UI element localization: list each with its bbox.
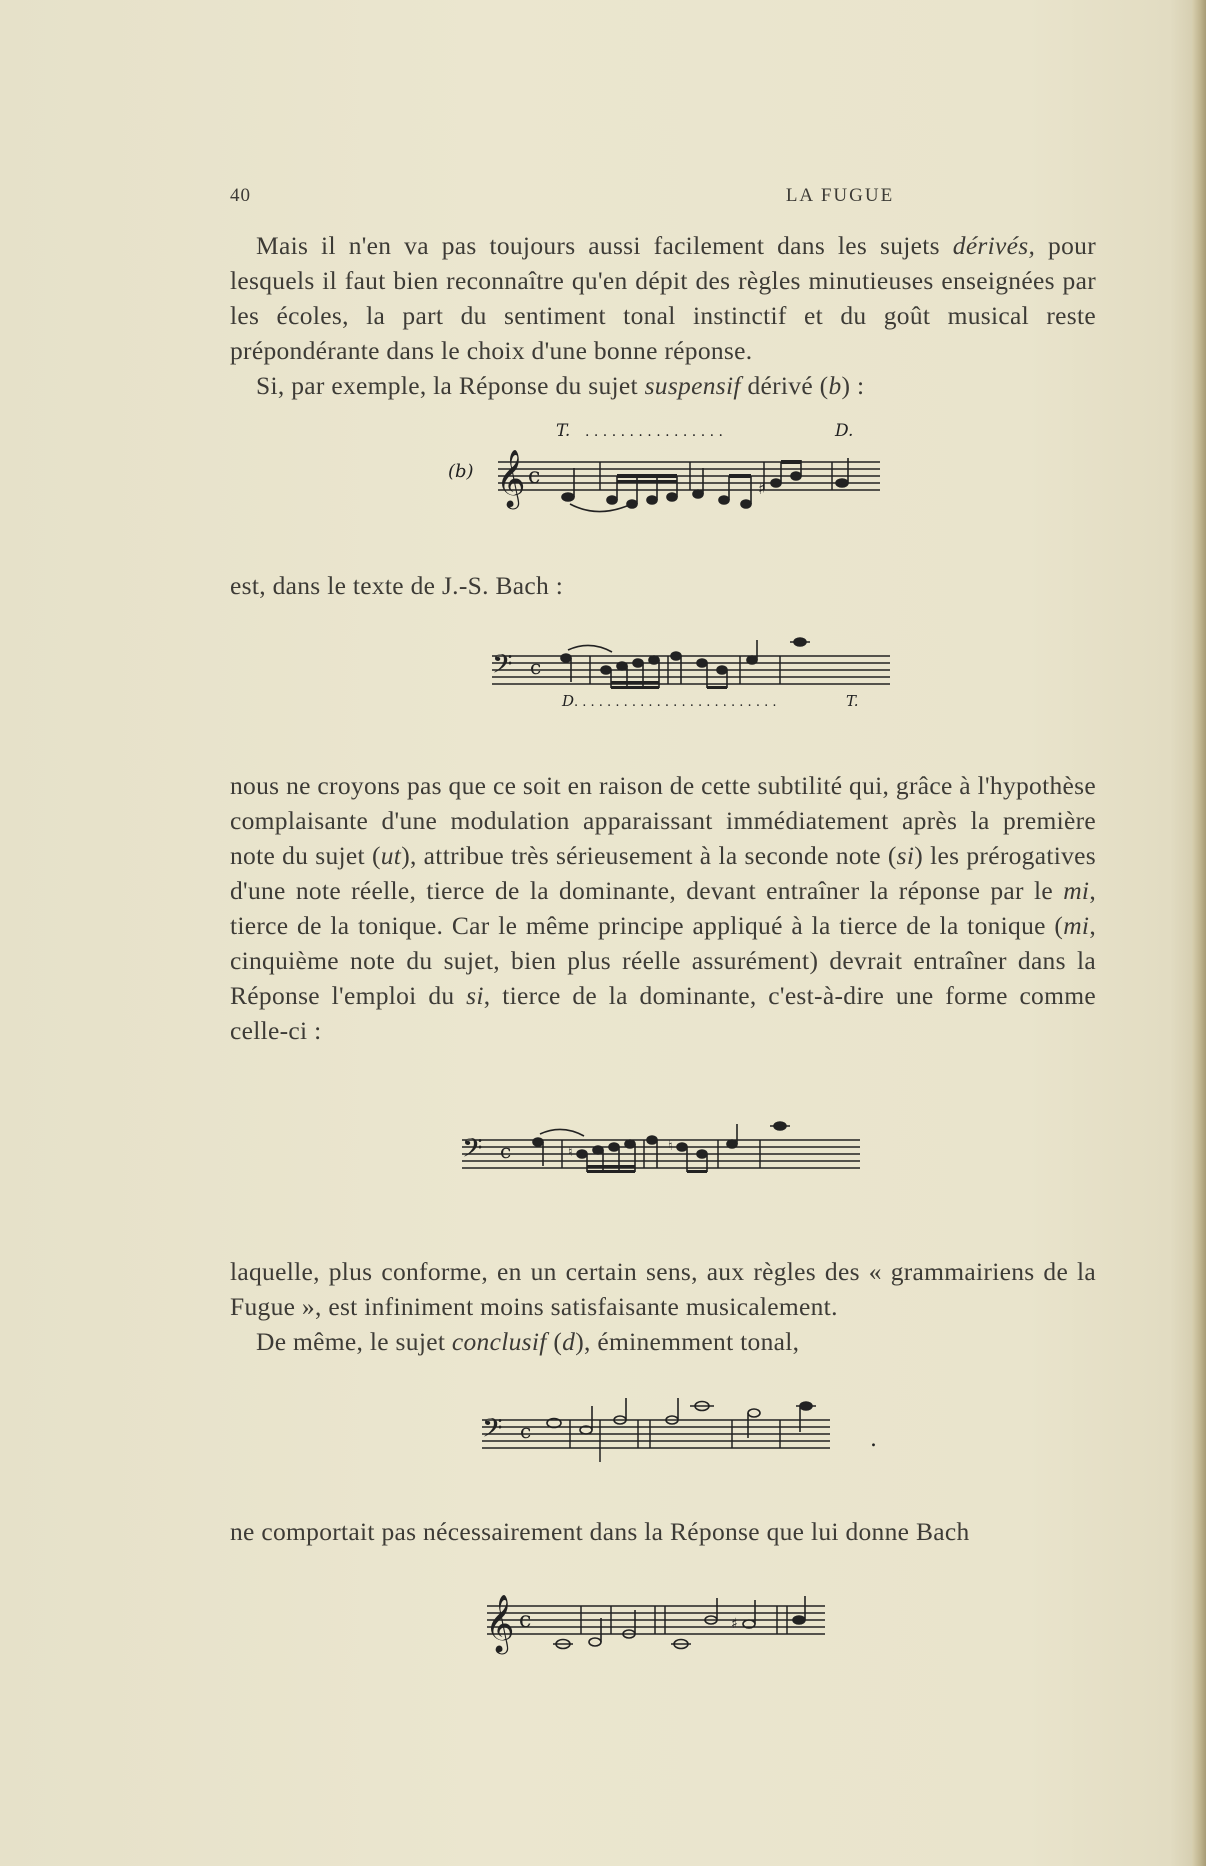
common-time-icon: c [528,464,541,489]
paragraph-6-italic: conclusif [451,1327,547,1356]
music-example-conclusif [480,1390,900,1470]
staff-lines [462,1140,860,1168]
staff-lines [498,462,880,490]
paragraph-2-text-a: Si, par exemple, la Réponse du sujet [256,371,645,400]
natural-icon: ♮ [568,1145,573,1160]
staff-lines [492,656,890,684]
staff-lines [482,1420,830,1448]
paragraph-6-text-b: ( [546,1327,563,1356]
paragraph-4-italic-mi-b: mi [1063,911,1090,940]
dominant-mark: D. [835,421,854,441]
dominant-mark: D [562,692,575,710]
paragraph-4 [230,768,1096,1048]
tonic-mark: T. [556,421,571,441]
natural-icon-b: ♮ [668,1139,673,1154]
paragraph-6 [230,1324,1096,1359]
notes [547,1398,816,1438]
bass-clef-icon: 𝄢 [482,1412,503,1450]
page-header [230,185,1090,215]
paragraph-4-italic-si-b: si [466,981,484,1010]
paragraph-4-text-c: ) les prérogatives d'une note réelle, tierce de la dominante, devant entraîner la réponse par le [230,841,1096,905]
paragraph-1 [230,228,1096,368]
paragraph-1-italic: dérivés, [952,231,1036,260]
common-time-icon: c [500,1139,512,1163]
paragraph-6-text-a: De même, le sujet [256,1327,452,1356]
paragraph-1-text-a: Mais il n'en va pas toujours aussi facilement dans les sujets [256,231,953,260]
music-example-b [440,420,900,520]
bass-clef-icon: 𝄢 [462,1132,483,1170]
music-example-bach [490,630,910,710]
paragraph-2-italic: suspensif [644,371,741,400]
paragraph-4-text-d: , tierce de la tonique. Car le même principe appliqué à la tierce de la tonique ( [230,876,1096,940]
paragraph-7: ne comportait pas nécessairement dans la Réponse que lui donne Bach [230,1517,970,1546]
paragraph-6-text-c: ), éminemment tonal, [575,1327,800,1356]
music-example-alternative [460,1120,880,1190]
notes [553,1596,805,1649]
page-edge [1192,0,1206,1866]
paragraph-4-text-a: nous ne croyons pas que ce soit en raison de cette subtilité qui, grâce à l'hypothèse complaisante d'une modulation apparaissant immédiatement après la première note du sujet ( [230,771,1096,870]
running-title: LA FUGUE [785,185,895,206]
paragraph-2-italic-b: b [828,371,842,400]
example-label: (b) [448,461,474,482]
paragraph-4-italic-si: si [896,841,915,870]
bass-clef-icon: 𝄢 [492,648,513,686]
common-time-icon: c [520,1419,532,1443]
page-number: 40 [230,185,251,206]
paragraph-4-text-f: , tierce de la dominante, c'est-à-dire une forme comme celle-ci : [230,981,1096,1045]
paragraph-5: laquelle, plus conforme, en un certain sens, aux règles des « grammairiens de la Fugue », est infiniment moins satisfaisante musicalement. [230,1257,1096,1321]
paragraph-4-italic-ut: ut [380,841,402,870]
paragraph-4-text-b: ), attribue très sérieusement à la seconde note ( [401,841,897,870]
paragraph-4-italic-mi: mi [1063,876,1090,905]
music-example-answer [485,1580,845,1670]
dotted-leader: . . . . . . . . . . . . . . . . . . . . . . . . . [574,695,777,710]
sharp-icon: ♯ [731,1616,738,1632]
sharp-icon: ♯ [758,479,766,498]
paragraph-4-text-e: , cinquième note du sujet, bien plus réelle assurément) devrait entraîner dans la Réponse l'emploi du [230,911,1096,1010]
paragraph-2 [230,368,1096,403]
paragraph-3: est, dans le texte de J.-S. Bach : [230,571,564,600]
common-time-icon: c [530,655,542,679]
common-time-icon: c [519,1608,532,1633]
staff-lines [487,1606,825,1634]
paragraph-1-text-b: pour lesquels il faut bien reconnaître qu'en dépit des règles minutieuses enseignées par les écoles, la part du sentiment tonal instinctif et du goût musical reste prépondérante dans le choix d'une bonne réponse. [230,231,1096,365]
paragraph-2-text-b: dérivé ( [740,371,829,400]
paragraph-2-text-c: ) : [841,371,865,400]
trailing-dot: . [870,1427,877,1452]
paragraph-6-italic-b: d [562,1327,576,1356]
tonic-mark: T. [846,692,859,710]
dotted-leader: . . . . . . . . . . . . . . . . [585,424,723,440]
treble-clef-icon: 𝄞 [485,1594,515,1652]
notes [562,458,848,512]
treble-clef-icon: 𝄞 [496,449,526,507]
